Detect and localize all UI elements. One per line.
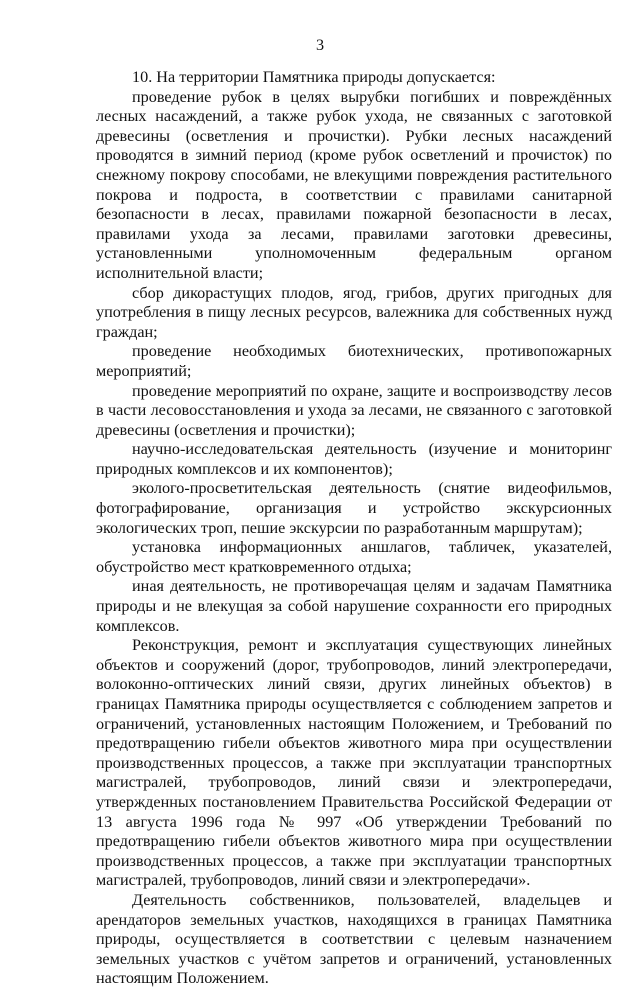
permitted-item-logging: проведение рубок в целях вырубки погибших и повреждённых лесных насаждений, а также рубок ухода, не связанных с заготовкой древесины (осветления и прочистки). Рубки лесных насаждений проводятся в зимний период (кроме рубок осветлений и прочисток) по снежному покрову способами, не влекущими повреждения растительного покрова и подроста, в соответствии с правилами санитарной безопасности в лесах, правилами пожарной безопасности в лесах, правилами ухода за лесами, правилами заготовки древесины, установленными уполномоченным федеральным органом исполнительной власти; <box>96 87 612 282</box>
permitted-item-biotechnical-measures: проведение необходимых биотехнических, противопожарных мероприятий; <box>96 342 612 380</box>
paragraph-land-owners: Деятельность собственников, пользователей, владельцев и арендаторов земельных участков, находящихся в границах Памятника природы, осуществляется в соответствии с целевым назначением земельных участков с учётом запретов и ограничений, установленных настоящим Положением. <box>96 890 612 988</box>
paragraph-linear-objects: Реконструкция, ремонт и эксплуатация существующих линейных объектов и сооружений (дорог, трубопроводов, линий электропередачи, волоконно-оптических линий связи, других линейных объектов) в границах Памятника природы осуществляется с соблюдением запретов и ограничений, установленных настоящим Положением, и Требований по предотвращению гибели объектов животного мира при осуществлении производственных процессов, а также при эксплуатации транспортных магистралей, трубопроводов, линий связи и электропередачи, утвержденных постановлением Правительства Российской Федерации от 13 августа 1996 года № 997 «Об утверждении Требований по предотвращению гибели объектов животного мира при осуществлении производственных процессов, а также при эксплуатации транспортных магистралей, трубопроводов, линий связи и электропередачи». <box>96 636 612 890</box>
permitted-item-research: научно-исследовательская деятельность (изучение и мониторинг природных комплексов и их компонентов); <box>96 440 612 478</box>
permitted-item-eco-education: эколого-просветительская деятельность (снятие видеофильмов, фотографирование, организация и устройство экскурсионных экологических троп, пешие экскурсии по разработанным маршрутам); <box>96 479 612 537</box>
document-body <box>96 68 612 989</box>
permitted-item-other-activity: иная деятельность, не противоречащая целям и задачам Памятника природы и не влекущая за собой нарушение сохранности его природных комплексов. <box>96 577 612 635</box>
permitted-item-forest-protection: проведение мероприятий по охране, защите и воспроизводству лесов в части лесовосстановления и ухода за лесами, не связанного с заготовкой древесины (осветления и прочистки); <box>96 381 612 439</box>
page-number: 3 <box>315 36 325 54</box>
section-heading-item-10: 10. На территории Памятника природы допускается: <box>132 68 496 86</box>
permitted-item-forest-gathering: сбор дикорастущих плодов, ягод, грибов, других пригодных для употребления в пищу лесных ресурсов, валежника для собственных нужд граждан; <box>96 283 612 341</box>
permitted-item-signage: установка информационных аншлагов, табличек, указателей, обустройство мест кратковременного отдыха; <box>96 538 612 576</box>
